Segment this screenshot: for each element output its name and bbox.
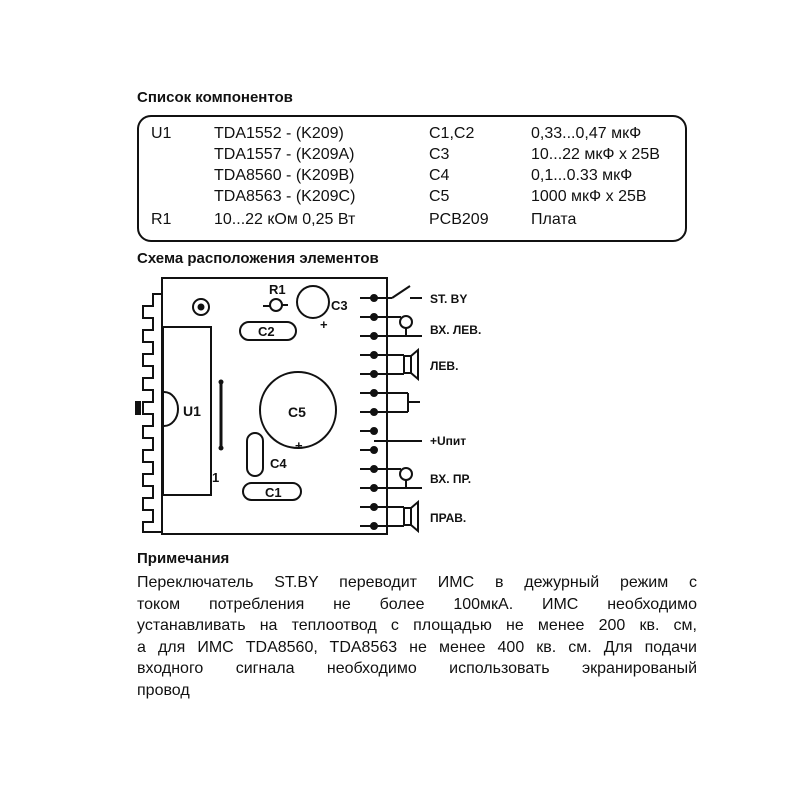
component-ref: C5 <box>429 188 450 205</box>
terminal-right-label: ПРАВ. <box>430 511 467 525</box>
component-value: TDA1552 - (K209) <box>214 125 344 142</box>
c2-label: C2 <box>258 324 275 339</box>
c5-label: C5 <box>288 404 306 420</box>
notes-line: а для ИМС TDA8560, TDA8563 не менее 400 кв. см. Для подачи <box>137 638 697 656</box>
c5-plus: + <box>295 438 303 453</box>
pin1-label: 1 <box>212 470 220 485</box>
c4-label: C4 <box>270 456 287 471</box>
component-value: 10...22 мкФ x 25В <box>531 146 660 163</box>
terminal-power-label: +Uпит <box>430 434 467 448</box>
component-value: TDA8560 - (K209B) <box>214 167 355 184</box>
component-ref: R1 <box>151 211 172 228</box>
notes-body <box>137 572 697 701</box>
notes-line: током потребления не более 100мкА. ИМС необходимо <box>137 595 697 613</box>
heatsink-outline <box>143 294 162 532</box>
r1-pad <box>270 299 282 311</box>
component-value: 10...22 кОм 0,25 Вт <box>214 211 356 228</box>
component-ref: C1,C2 <box>429 125 475 142</box>
u1-label: U1 <box>183 403 201 419</box>
r1-label: R1 <box>269 282 286 297</box>
right-input-jack <box>400 468 412 480</box>
terminal-in-right-label: ВХ. ПР. <box>430 472 472 486</box>
heatsink-clamp <box>135 401 141 415</box>
standby-switch <box>392 286 410 298</box>
notes-line: устанавливать на теплоотвод с площадью не менее 200 кв. см, <box>137 617 697 634</box>
notes-title: Примечания <box>137 550 230 567</box>
component-ref: C3 <box>429 146 450 163</box>
component-value: TDA1557 - (K209A) <box>214 146 355 163</box>
terminal-left-label: ЛЕВ. <box>430 359 459 373</box>
c3-label: C3 <box>331 298 348 313</box>
terminal-in-left-label: ВХ. ЛЕВ. <box>430 323 482 337</box>
left-input-jack <box>400 316 412 328</box>
c4-capacitor <box>247 433 263 476</box>
layout-title: Схема расположения элементов <box>137 250 379 267</box>
u1-notch <box>164 392 178 426</box>
component-ref: U1 <box>151 125 172 142</box>
c1-label: C1 <box>265 485 282 500</box>
component-value: TDA8563 - (K209C) <box>214 188 356 205</box>
terminal-st-by-label: ST. BY <box>430 292 468 306</box>
c3-capacitor <box>297 286 329 318</box>
c3-plus: + <box>320 317 328 332</box>
notes-line: входного сигнала необходимо использовать экранированый <box>137 660 697 677</box>
component-value: 0,1...0.33 мкФ <box>531 167 633 184</box>
component-layout-diagram <box>130 270 500 540</box>
external-wiring <box>374 286 422 531</box>
notes-line: Переключатель ST.BY переводит ИМС в дежурный режим с <box>137 574 697 591</box>
component-ref: PCB209 <box>429 211 489 228</box>
left-speaker <box>404 356 411 373</box>
component-value: 0,33...0,47 мкФ <box>531 125 642 142</box>
right-speaker <box>404 508 411 525</box>
component-value: Плата <box>531 211 577 228</box>
components-table <box>137 115 687 242</box>
notes-line: провод <box>137 681 190 699</box>
components-title: Список компонентов <box>137 89 293 106</box>
component-value: 1000 мкФ x 25В <box>531 188 647 205</box>
component-ref: C4 <box>429 167 450 184</box>
